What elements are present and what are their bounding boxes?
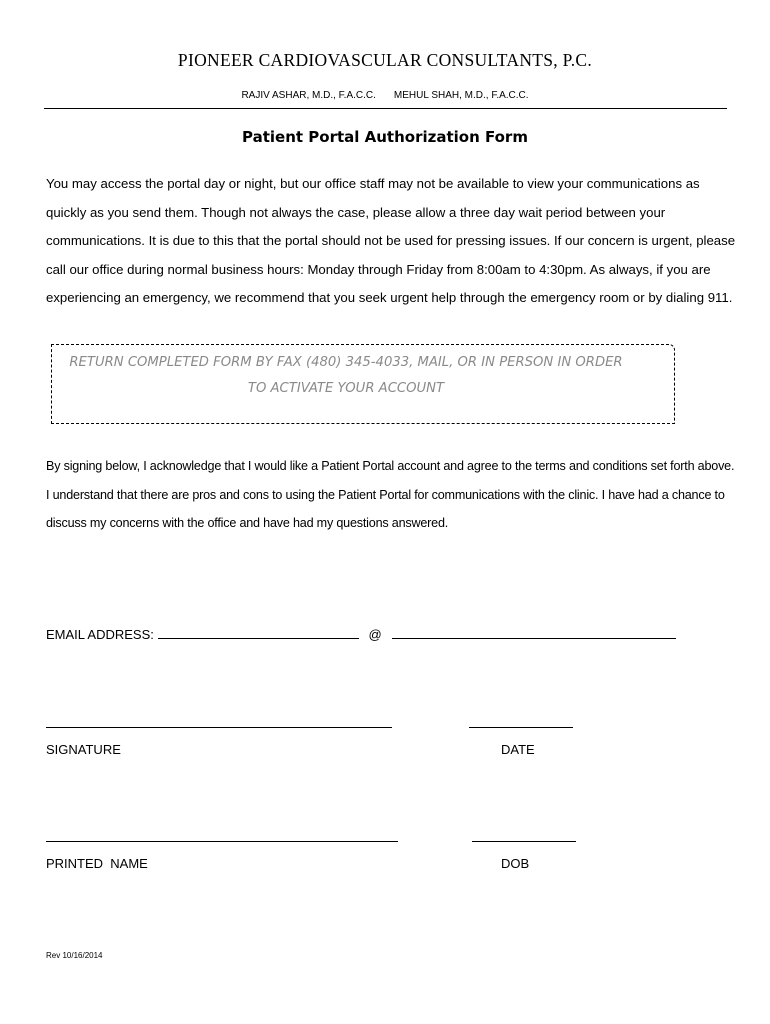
practice-name: PIONEER CARDIOVASCULAR CONSULTANTS, P.C. bbox=[177, 50, 593, 70]
header-rule bbox=[44, 108, 727, 109]
signature-label: SIGNATURE bbox=[46, 742, 121, 757]
printed-name-line[interactable] bbox=[46, 841, 398, 842]
email-user-field[interactable] bbox=[158, 626, 359, 639]
email-row bbox=[46, 626, 676, 642]
printed-name-label: PRINTED NAME bbox=[46, 856, 148, 871]
dob-line[interactable] bbox=[472, 841, 576, 842]
revision-note: Rev 10/16/2014 bbox=[46, 951, 103, 960]
email-label: EMAIL ADDRESS: bbox=[46, 627, 154, 642]
notice-text: RETURN COMPLETED FORM BY FAX (480) 345-4033, MAIL, OR IN PERSON IN ORDER TO ACTIVATE YOUR ACCOUNT bbox=[69, 355, 623, 396]
doctor-2: MEHUL SHAH, M.D., F.A.C.C. bbox=[393, 90, 529, 101]
doctor-1: RAJIV ASHAR, M.D., F.A.C.C. bbox=[241, 90, 376, 101]
acknowledgement-paragraph: By signing below, I acknowledge that I would like a Patient Portal account and agree to the terms and conditions set forth above. I understand that there are pros and cons to using the Patient Portal for communications with the clinic. I have had a chance to discuss my concerns with the office and have had my questions answered. bbox=[46, 459, 735, 531]
email-at-symbol: @ bbox=[368, 627, 382, 642]
email-domain-field[interactable] bbox=[392, 626, 676, 639]
date-label: DATE bbox=[501, 742, 535, 757]
dob-label: DOB bbox=[501, 856, 530, 871]
form-title: Patient Portal Authorization Form bbox=[242, 128, 528, 146]
doctor-list bbox=[0, 90, 770, 101]
intro-paragraph: You may access the portal day or night, but our office staff may not be available to view your communications as quickly as you send them. Though not always the case, please allow a three day wait period between your communications. It is due to this that the portal should not be used for pressing issues. If our concern is urgent, please call our office during normal business hours: Monday through Friday from 8:00am to 4:30pm. As always, if you are experiencing an emergency, we recommend that you seek urgent help through the emergency room or by dialing 911. bbox=[46, 176, 736, 306]
date-line[interactable] bbox=[469, 727, 573, 728]
signature-line[interactable] bbox=[46, 727, 392, 728]
